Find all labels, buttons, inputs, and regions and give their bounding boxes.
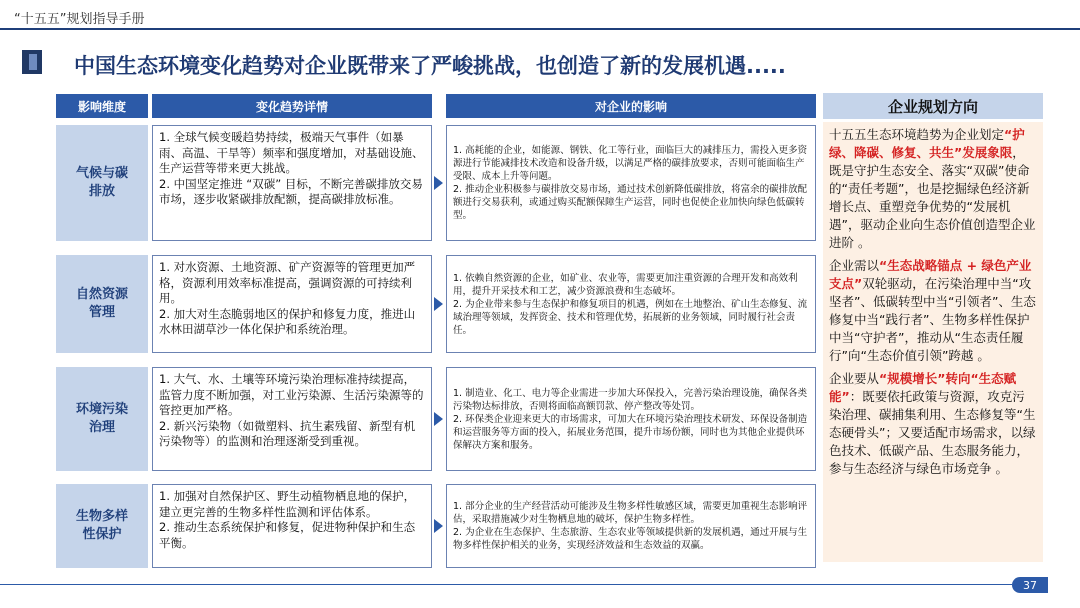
impact-item: 2. 推动企业积极参与碳排放交易市场，通过技术创新降低碳排放，将富余的碳排放配额进行交易获利，或通过购买配额保障生产运营，同时也促使企业加快向绿色低碳转型。 bbox=[453, 184, 808, 221]
trend-detail bbox=[152, 484, 432, 568]
trend-detail bbox=[152, 367, 432, 471]
column-header-trend: 变化趋势详情 bbox=[152, 94, 432, 118]
plan-paragraph bbox=[829, 126, 1037, 252]
plan-highlight: “生态战略锚点 + 绿色产业支点” bbox=[829, 258, 1032, 291]
dimension-label: 气候与碳排放 bbox=[56, 125, 148, 241]
plan-highlight: “规模增长”转向“生态赋能” bbox=[829, 371, 1017, 404]
impact-item: 1. 制造业、化工、电力等企业需进一步加大环保投入，完善污染治理设施，确保各类污染物达标排放，否则将面临高额罚款、停产整改等处罚。 bbox=[453, 387, 808, 412]
footer-divider bbox=[0, 584, 1012, 585]
trend-item: 1. 加强对自然保护区、野生动植物栖息地的保护，建立更完善的生物多样性监测和评估体系。 bbox=[159, 489, 416, 519]
plan-text: 企业需以 bbox=[829, 258, 880, 273]
document-header: “十五五”规划指导手册 bbox=[14, 12, 145, 27]
plan-text: ，既是守护生态安全、落实“双碳”使命的“责任考题”，也是挖掘绿色经济新增长点、重塑竞争优势的“发展机遇”，驱动企业向生态价值创造型企业进阶 。 bbox=[829, 145, 1036, 250]
plan-panel bbox=[823, 122, 1043, 562]
impact-item: 2. 环保类企业迎来更大的市场需求，可加大在环境污染治理技术研发、环保设备制造和运营服务等方面的投入，拓展业务范围，提升市场份额，同时也为其他企业提供环保解决方案和服务。 bbox=[453, 413, 808, 451]
plan-paragraph bbox=[829, 257, 1037, 365]
plan-text: 企业要从 bbox=[829, 371, 880, 386]
plan-text: 十五五生态环境趋势为企业划定 bbox=[829, 127, 1005, 142]
dimension-label: 生物多样性保护 bbox=[56, 484, 148, 568]
page-number: 37 bbox=[1012, 577, 1048, 593]
arrow-right-icon bbox=[434, 297, 443, 311]
trend-detail bbox=[152, 125, 432, 241]
impact-item: 1. 部分企业的生产经营活动可能涉及生物多样性敏感区域，需要更加重视生态影响评估，采取措施减少对生物栖息地的破坏，保护生物多样性。 bbox=[453, 501, 808, 525]
plan-text: 双轮驱动，在污染治理中当“攻坚者”、低碳转型中当“引领者”、生态修复中当“践行者”、生物多样性保护中当“守护者”，推动从“生态责任履行”向“生态价值引领”跨越 。 bbox=[829, 276, 1036, 363]
trend-item: 2. 中国坚定推进 “双碳” 目标，不断完善碳排放交易市场，逐步收紧碳排放配额，提高碳排放标准。 bbox=[159, 176, 423, 206]
impact-item: 2. 为企业在生态保护、生态旅游、生态农业等领域提供新的发展机遇，通过开展与生物多样性保护相关的业务，实现经济效益和生态效益的双赢。 bbox=[453, 527, 808, 551]
trend-item: 2. 新兴污染物（如微塑料、抗生素残留、新型有机污染物等）的监测和治理逐渐受到重视。 bbox=[159, 418, 416, 448]
arrow-right-icon bbox=[434, 176, 443, 190]
trend-item: 1. 大气、水、土壤等环境污染治理标准持续提高，监管力度不断加强，对工业污染源、生活污染源等的管控更加严格。 bbox=[159, 372, 424, 417]
plan-text: ：既要依托政策与资源，攻克污染治理、碳捕集利用、生态修复等“生态硬骨头”；又要适配市场需求，以绿色技术、低碳产品、生态服务能力，参与生态经济与绿色市场竞争 。 bbox=[829, 389, 1036, 476]
trend-item: 1. 全球气候变暖趋势持续，极端天气事件（如暴雨、高温、干旱等）频率和强度增加，对基础设施、生产运营等带来更大挑战。 bbox=[159, 130, 424, 175]
impact-detail bbox=[446, 367, 816, 471]
column-header-plan: 企业规划方向 bbox=[823, 93, 1043, 119]
dimension-label: 自然资源管理 bbox=[56, 255, 148, 353]
impact-detail bbox=[446, 255, 816, 353]
column-header-dimension: 影响维度 bbox=[56, 94, 148, 118]
title-marker-accent bbox=[29, 54, 37, 70]
trend-item: 2. 推动生态系统保护和修复，促进物种保护和生态平衡。 bbox=[159, 520, 416, 550]
trend-item: 1. 对水资源、土地资源、矿产资源等的管理更加严格，资源利用效率标准提高，强调资源的可持续利用。 bbox=[159, 260, 416, 305]
plan-highlight: “护绿、降碳、修复、共生”发展象限 bbox=[829, 127, 1025, 160]
plan-paragraph bbox=[829, 370, 1037, 478]
dimension-label: 环境污染治理 bbox=[56, 367, 148, 471]
header-divider bbox=[0, 28, 1080, 30]
arrow-right-icon bbox=[434, 519, 443, 533]
slide-title: 中国生态环境变化趋势对企业既带来了严峻挑战，也创造了新的发展机遇..... bbox=[74, 54, 786, 78]
impact-item: 1. 高耗能的企业，如能源、钢铁、化工等行业，面临巨大的减排压力，需投入更多资源进行节能减排技术改造和设备升级，以满足严格的碳排放要求，否则可能面临生产受限、成本上升等问题。 bbox=[453, 145, 808, 182]
impact-detail bbox=[446, 484, 816, 568]
column-header-impact: 对企业的影响 bbox=[446, 94, 816, 118]
arrow-right-icon bbox=[434, 412, 443, 426]
impact-item: 1. 依赖自然资源的企业，如矿业、农业等，需要更加注重资源的合理开发和高效利用，提升开采技术和工艺，减少资源浪费和生态破坏。 bbox=[453, 272, 798, 297]
impact-item: 2. 为企业带来参与生态保护和修复项目的机遇，例如在土地整治、矿山生态修复、流域治理等领域，发挥资金、技术和管理优势，拓展新的业务领域，同时履行社会责任。 bbox=[453, 298, 808, 336]
impact-detail bbox=[446, 125, 816, 241]
trend-item: 2. 加大对生态脆弱地区的保护和修复力度，推进山水林田湖草沙一体化保护和系统治理。 bbox=[159, 306, 416, 336]
trend-detail bbox=[152, 255, 432, 353]
